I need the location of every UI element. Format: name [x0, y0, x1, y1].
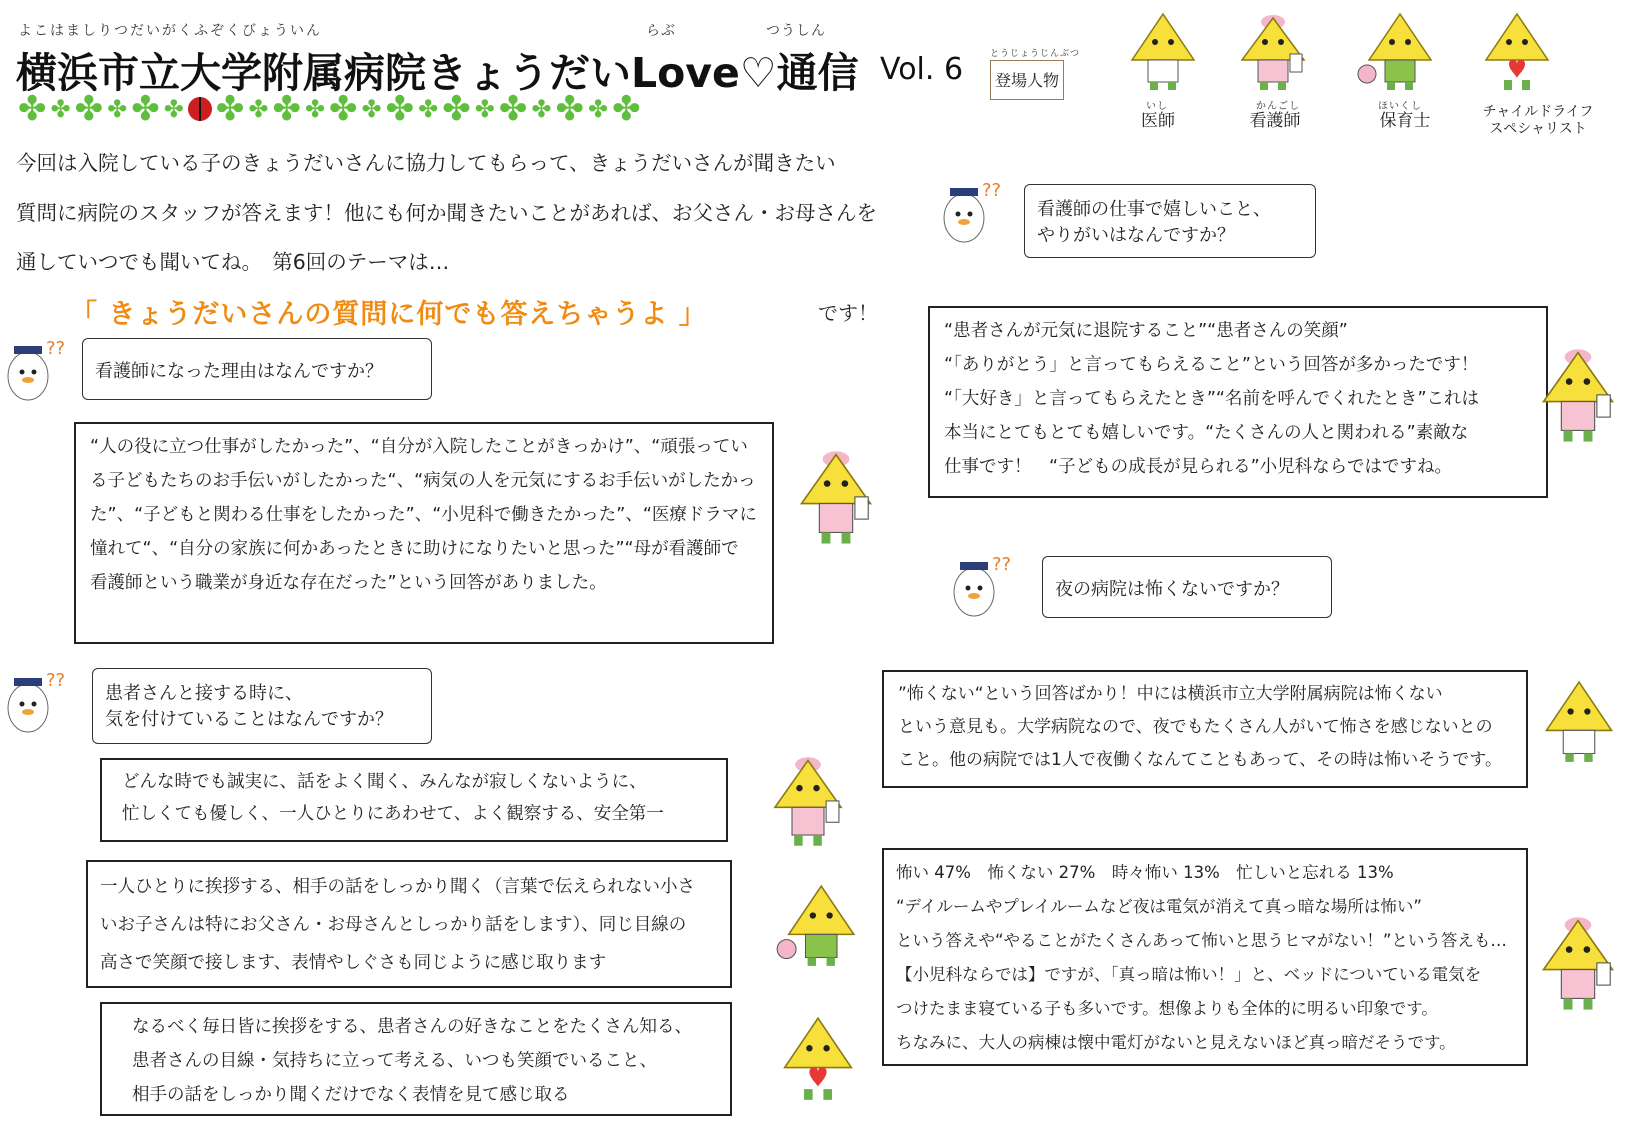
answer-3-line: “「ありがとう」と言ってもらえること”という回答が多かったです！: [944, 355, 1479, 375]
clover-icon: ✤: [107, 95, 128, 123]
duck-character-icon: [938, 174, 1004, 250]
duck-character-icon: [2, 664, 68, 740]
cast-name-childcare: 保育士: [1379, 111, 1431, 131]
answer-5-line: という答えや“やることがたくさんあって怖いと思うヒマがない！”という答えも…: [896, 931, 1507, 950]
clover-icon: ✤: [163, 95, 184, 123]
answer-4-line: こと。他の病院では1人で夜働くなんてこともあって、その時は怖いそうです。: [898, 750, 1502, 770]
answer-5-line: ちなみに、大人の病棟は懐中電灯がないと見えないほど真っ暗だそうです。: [896, 1033, 1456, 1052]
svg-text:??: ??: [46, 670, 66, 691]
child-life-specialist-character-icon: [780, 1016, 856, 1102]
cast-name-child-life: チャイルドライフ スペシャリスト: [1482, 104, 1594, 137]
question-2-text-line-1: 患者さんと接する時に、: [105, 683, 303, 704]
clover-icon: ✤: [215, 89, 245, 129]
answer-2a-line: 忙しくても優しく、一人ひとりにあわせて、よく観察する、安全第一: [122, 804, 664, 824]
childcare-worker-character-icon: [774, 884, 858, 968]
cast-name-doctor: 医師: [1141, 111, 1175, 131]
clover-icon: ✤: [131, 89, 160, 129]
cast-label-ruby: とうじょうじんぶつ: [990, 49, 1081, 59]
answer-3-line: 仕事です！ “子どもの成長が見られる”小児科ならではですね。: [944, 457, 1452, 477]
title-ruby-tsushin: つうしん: [766, 23, 826, 39]
clover-icon: ✤: [74, 89, 104, 129]
answer-4-line: ”怖くない“という回答ばかり！中には横浜市立大学附属病院は怖くない: [898, 684, 1443, 704]
answer-2b-line: いお子さんは特にお父さん・お母さんとしっかり話をします）、同じ目線の: [100, 915, 687, 935]
answer-2b-line: 一人ひとりに挨拶する、相手の話をしっかり聞く（言葉で伝えられない小さ: [100, 877, 695, 897]
clover-icon: ✤: [531, 95, 552, 123]
child-life-specialist-character-icon: [1482, 12, 1552, 92]
answer-2b-box: [86, 860, 732, 988]
question-3-text-line-1: 看護師の仕事で嬉しいこと、: [1037, 199, 1271, 220]
answer-3-line: “「大好き」と言ってもらえたとき”“名前を呼んでくれたとき”これは: [944, 389, 1480, 409]
svg-text:??: ??: [992, 554, 1012, 575]
childcare-worker-character-icon: [1355, 12, 1435, 92]
question-1-bubble: [82, 338, 432, 400]
answer-1-line: る子どもたちのお手伝いがしたかった“、“病気の人を元気にするお手伝いがしたかっ: [90, 471, 756, 491]
svg-text:??: ??: [46, 338, 66, 359]
cast-name-nurse: 看護師: [1249, 111, 1301, 131]
clover-icon: ✤: [418, 95, 439, 123]
clover-icon: ✤: [442, 89, 471, 129]
answer-5-line: つけたまま寝ている子も多いです。想像よりも全体的に明るい印象です。: [896, 999, 1438, 1018]
answer-1-line: た”、“子どもと関わる仕事をしたかった”、“小児科で働きたかった”、“医療ドラマに: [90, 505, 757, 525]
question-4-text: 夜の病院は怖くないですか？: [1055, 579, 1289, 600]
clover-icon: ✤: [587, 95, 609, 123]
answer-2c-line: なるべく毎日皆に挨拶をする、患者さんの好きなことをたくさん知る、: [132, 1017, 692, 1037]
answer-2c-box: [100, 1002, 732, 1116]
title-ruby-love: らぶ: [646, 23, 676, 39]
answer-5-box: [882, 848, 1528, 1066]
answer-5-line: 【小児科ならでは】ですが、「真っ暗は怖い！」と、ベッドについている電気を: [896, 965, 1482, 984]
cast-ruby-nurse: かんごし: [1256, 101, 1300, 112]
answer-2a-box: [100, 758, 728, 842]
theme-title: 「 きょうだいさんの質問に何でも答えちゃうよ 」: [70, 299, 707, 330]
answer-5-stats-line: 怖い 47% 怖くない 27% 時々怖い 13% 忙しいと忘れる 13%: [896, 863, 1394, 882]
nurse-character-icon: [1238, 12, 1308, 92]
doctor-character-icon: [1542, 680, 1616, 764]
cast-ruby-doctor: いし: [1146, 101, 1168, 112]
answer-4-box: [882, 670, 1528, 788]
question-3-bubble: [1024, 184, 1316, 258]
clover-icon: ✤: [329, 89, 358, 129]
question-4-bubble: [1042, 556, 1332, 618]
nurse-character-icon: [1538, 914, 1618, 1014]
answer-2b-line: 高さで笑顔で接します、表情やしぐさも同じように感じ取ります: [100, 953, 607, 973]
clover-icon: ✤: [304, 95, 326, 123]
clover-icon: ✤: [555, 89, 584, 129]
question-1-text: 看護師になった理由はなんですか？: [95, 361, 383, 382]
clover-icon: ✤: [248, 95, 269, 123]
theme-suffix: です！: [818, 301, 878, 325]
answer-1-box: [74, 422, 774, 644]
duck-character-icon: [2, 332, 68, 408]
nurse-character-icon: [796, 448, 876, 548]
cast-label: 登場人物: [990, 60, 1064, 100]
title-ruby: よこはましりつだいがくふぞくびょういん: [18, 23, 322, 39]
clover-divider: [18, 89, 958, 129]
answer-1-line: 憧れて“、“自分の家族に何かあったときに助けになりたいと思った”“母が看護師で: [90, 539, 739, 559]
answer-3-line: “患者さんが元気に退院すること”“患者さんの笑顔”: [944, 321, 1348, 341]
answer-3-box: [928, 306, 1548, 498]
intro-line-1: 今回は入院している子のきょうだいさんに協力してもらって、きょうだいさんが聞きたい: [16, 151, 836, 175]
answer-4-line: という意見も。大学病院なので、夜でもたくさん人がいて怖さを感じないとの: [898, 717, 1493, 737]
clover-icon: ✤: [50, 95, 71, 123]
answer-2c-line: 相手の話をしっかり聞くだけでなく表情を見て感じ取る: [132, 1085, 570, 1105]
duck-character-icon: [948, 548, 1014, 624]
intro-line-2: 質問に病院のスタッフが答えます！他にも何か聞きたいことがあれば、お父さん・お母さんを: [16, 201, 877, 225]
page-title: 横浜市立大学附属病院きょうだいLove♡通信: [16, 49, 859, 97]
svg-text:??: ??: [982, 180, 1002, 201]
clover-icon: ✤: [272, 89, 301, 129]
volume-number: Vol. 6: [880, 52, 964, 87]
question-3-text-line-2: やりがいはなんですか？: [1037, 225, 1235, 246]
clover-icon: ✤: [18, 89, 47, 129]
answer-3-line: 本当にとてもとても嬉しいです。“たくさんの人と関われる”素敵な: [944, 423, 1469, 443]
nurse-character-icon: [768, 754, 848, 850]
clover-icon: ✤: [361, 95, 382, 123]
question-2-bubble: [92, 668, 432, 744]
cast-ruby-childcare: ほいくし: [1378, 101, 1422, 112]
intro-line-3: 通していつでも聞いてね。 第6回のテーマは…: [16, 250, 450, 274]
answer-1-line: 看護師という職業が身近な存在だった”という回答がありました。: [90, 573, 607, 593]
answer-5-line: “デイルームやプレイルームなど夜は電気が消えて真っ暗な場所は怖い”: [896, 897, 1422, 916]
answer-2c-line: 患者さんの目線・気持ちに立って考える、いつも笑顔でいること、: [132, 1051, 657, 1071]
clover-icon: ✤: [474, 95, 495, 123]
clover-icon: ✤: [612, 89, 641, 129]
answer-2a-line: どんな時でも誠実に、話をよく聞く、みんなが寂しくないように、: [122, 772, 647, 792]
answer-1-line: “人の役に立つ仕事がしたかった”、“自分が入院したことがきっかけ”、“頑張ってい: [90, 437, 748, 457]
clover-icon: ✤: [385, 89, 415, 129]
ladybug-icon: [188, 97, 212, 121]
nurse-character-icon: [1538, 346, 1618, 446]
clover-icon: ✤: [498, 89, 528, 129]
question-2-text-line-2: 気を付けていることはなんですか？: [105, 709, 393, 730]
doctor-character-icon: [1128, 12, 1198, 92]
